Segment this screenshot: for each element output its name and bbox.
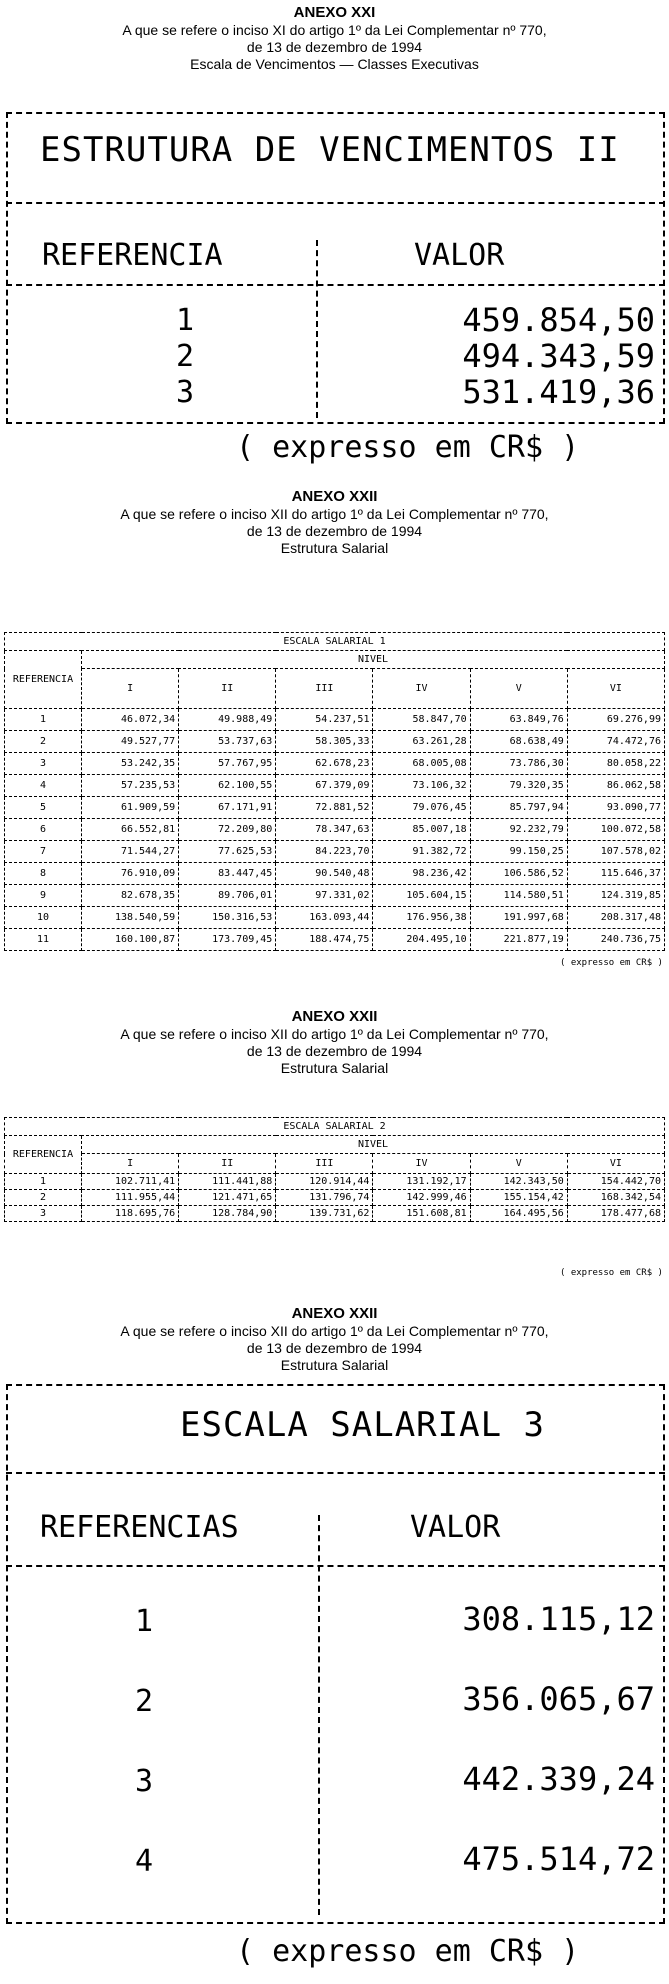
row-value: 178.477,68 bbox=[567, 1206, 664, 1222]
escala1-level-v: V bbox=[470, 669, 567, 709]
row-ref: 10 bbox=[5, 907, 82, 929]
escala1-title: ESCALA SALARIAL 1 bbox=[5, 633, 665, 651]
row-value: 85.797,94 bbox=[470, 797, 567, 819]
anexo22c-line1: A que se refere o inciso XII do artigo 1º da Lei Complementar nº 770, bbox=[120, 1323, 549, 1339]
row-value: 191.997,68 bbox=[470, 907, 567, 929]
row-value: 79.320,35 bbox=[470, 775, 567, 797]
escala2-level-iii: III bbox=[276, 1154, 373, 1174]
row-value: 106.586,52 bbox=[470, 863, 567, 885]
row-value: 78.347,63 bbox=[276, 819, 373, 841]
table-row bbox=[5, 1174, 665, 1190]
escala2-level-ii: II bbox=[179, 1154, 276, 1174]
row-value: 61.909,59 bbox=[82, 797, 179, 819]
row-value: 168.342,54 bbox=[567, 1190, 664, 1206]
table-row bbox=[5, 731, 665, 753]
anexo21-note: ( expresso em CR$ ) bbox=[236, 430, 580, 465]
row-value: 99.150,25 bbox=[470, 841, 567, 863]
row-ref: 4 bbox=[5, 775, 82, 797]
anexo22c-valor-4: 475.514,72 bbox=[462, 1840, 655, 1878]
row-value: 176.956,38 bbox=[373, 907, 470, 929]
row-value: 115.646,37 bbox=[567, 863, 664, 885]
row-value: 105.604,15 bbox=[373, 885, 470, 907]
escala2-level-i: I bbox=[82, 1154, 179, 1174]
row-value: 58.305,33 bbox=[276, 731, 373, 753]
row-value: 107.578,02 bbox=[567, 841, 664, 863]
divider bbox=[6, 202, 665, 204]
table-row bbox=[5, 929, 665, 951]
escala1-nivel: NIVEL bbox=[82, 651, 665, 669]
anexo22c-col-ref: REFERENCIAS bbox=[40, 1510, 239, 1545]
row-value: 85.007,18 bbox=[373, 819, 470, 841]
anexo22a-note: ( expresso em CR$ ) bbox=[560, 958, 663, 968]
divider bbox=[6, 1472, 665, 1474]
row-value: 240.736,75 bbox=[567, 929, 664, 951]
escala1-level-iv: IV bbox=[373, 669, 470, 709]
anexo22c-valor-2: 356.065,67 bbox=[462, 1680, 655, 1718]
row-value: 151.608,81 bbox=[373, 1206, 470, 1222]
table-row bbox=[5, 863, 665, 885]
row-value: 73.106,32 bbox=[373, 775, 470, 797]
anexo21-col-valor: VALOR bbox=[414, 238, 505, 273]
row-value: 208.317,48 bbox=[567, 907, 664, 929]
anexo22a-line1: A que se refere o inciso XII do artigo 1º da Lei Complementar nº 770, bbox=[120, 506, 549, 522]
row-value: 118.695,76 bbox=[82, 1206, 179, 1222]
escala2-level-iv: IV bbox=[373, 1154, 470, 1174]
row-value: 91.382,72 bbox=[373, 841, 470, 863]
row-value: 142.343,50 bbox=[470, 1174, 567, 1190]
row-value: 139.731,62 bbox=[276, 1206, 373, 1222]
row-ref: 2 bbox=[5, 731, 82, 753]
anexo21-ref-3: 3 bbox=[176, 375, 195, 410]
row-value: 46.072,34 bbox=[82, 709, 179, 731]
row-value: 111.441,88 bbox=[179, 1174, 276, 1190]
row-value: 53.242,35 bbox=[82, 753, 179, 775]
escala1-level-ii: II bbox=[179, 669, 276, 709]
escala2-body bbox=[5, 1174, 665, 1222]
row-value: 142.999,46 bbox=[373, 1190, 470, 1206]
anexo22c-note: ( expresso em CR$ ) bbox=[236, 1934, 580, 1969]
row-ref: 3 bbox=[5, 1206, 82, 1222]
row-value: 84.223,70 bbox=[276, 841, 373, 863]
row-value: 90.540,48 bbox=[276, 863, 373, 885]
row-value: 173.709,45 bbox=[179, 929, 276, 951]
anexo22c-valor-3: 442.339,24 bbox=[462, 1760, 655, 1798]
anexo21-valor-2: 494.343,59 bbox=[462, 337, 655, 375]
table-row bbox=[5, 885, 665, 907]
row-value: 155.154,42 bbox=[470, 1190, 567, 1206]
anexo22b-title: ANEXO XXII bbox=[291, 1008, 378, 1025]
row-value: 74.472,76 bbox=[567, 731, 664, 753]
row-value: 57.767,95 bbox=[179, 753, 276, 775]
escala1-level-iii: III bbox=[276, 669, 373, 709]
anexo22c-line2: de 13 de dezembro de 1994 bbox=[246, 1340, 423, 1356]
escala1-col-ref: REFERENCIA bbox=[5, 651, 82, 709]
row-ref: 5 bbox=[5, 797, 82, 819]
anexo21-valor-1: 459.854,50 bbox=[462, 301, 655, 339]
row-value: 63.261,28 bbox=[373, 731, 470, 753]
row-value: 66.552,81 bbox=[82, 819, 179, 841]
row-value: 53.737,63 bbox=[179, 731, 276, 753]
row-ref: 11 bbox=[5, 929, 82, 951]
anexo22c-ref-1: 1 bbox=[135, 1604, 154, 1639]
table-row bbox=[5, 1190, 665, 1206]
row-ref: 3 bbox=[5, 753, 82, 775]
row-value: 154.442,70 bbox=[567, 1174, 664, 1190]
row-ref: 9 bbox=[5, 885, 82, 907]
anexo22a-title: ANEXO XXII bbox=[291, 488, 378, 505]
table-row bbox=[5, 1206, 665, 1222]
row-value: 138.540,59 bbox=[82, 907, 179, 929]
row-value: 102.711,41 bbox=[82, 1174, 179, 1190]
row-value: 89.706,01 bbox=[179, 885, 276, 907]
row-value: 49.527,77 bbox=[82, 731, 179, 753]
row-value: 68.005,08 bbox=[373, 753, 470, 775]
row-value: 221.877,19 bbox=[470, 929, 567, 951]
row-value: 164.495,56 bbox=[470, 1206, 567, 1222]
row-value: 100.072,58 bbox=[567, 819, 664, 841]
anexo21-title: ANEXO XXI bbox=[293, 4, 376, 21]
anexo22c-header bbox=[0, 1305, 669, 1374]
row-value: 76.910,09 bbox=[82, 863, 179, 885]
anexo22c-line3: Estrutura Salarial bbox=[280, 1357, 389, 1373]
table-row bbox=[5, 819, 665, 841]
anexo22c-ref-3: 3 bbox=[135, 1764, 154, 1799]
row-value: 71.544,27 bbox=[82, 841, 179, 863]
escala2-level-v: V bbox=[470, 1154, 567, 1174]
row-value: 124.319,85 bbox=[567, 885, 664, 907]
escala2-table bbox=[4, 1117, 665, 1222]
anexo22c-valor-1: 308.115,12 bbox=[462, 1600, 655, 1638]
anexo21-line3: Escala de Vencimentos — Classes Executivas bbox=[190, 56, 479, 72]
anexo22b-line1: A que se refere o inciso XII do artigo 1º da Lei Complementar nº 770, bbox=[120, 1026, 549, 1042]
row-value: 69.276,99 bbox=[567, 709, 664, 731]
escala1-table bbox=[4, 632, 665, 951]
row-value: 77.625,53 bbox=[179, 841, 276, 863]
anexo22c-col-valor: VALOR bbox=[410, 1510, 501, 1545]
row-value: 204.495,10 bbox=[373, 929, 470, 951]
anexo22b-line3: Estrutura Salarial bbox=[280, 1060, 389, 1076]
anexo22a-header bbox=[0, 488, 669, 557]
row-value: 72.881,52 bbox=[276, 797, 373, 819]
row-value: 82.678,35 bbox=[82, 885, 179, 907]
row-value: 121.471,65 bbox=[179, 1190, 276, 1206]
row-ref: 8 bbox=[5, 863, 82, 885]
escala1-body bbox=[5, 709, 665, 951]
row-value: 72.209,80 bbox=[179, 819, 276, 841]
escala2-title: ESCALA SALARIAL 2 bbox=[5, 1118, 665, 1136]
anexo21-ref-2: 2 bbox=[176, 339, 195, 374]
row-value: 131.796,74 bbox=[276, 1190, 373, 1206]
row-value: 67.379,09 bbox=[276, 775, 373, 797]
table-row bbox=[5, 797, 665, 819]
row-value: 111.955,44 bbox=[82, 1190, 179, 1206]
row-value: 62.678,23 bbox=[276, 753, 373, 775]
row-value: 49.988,49 bbox=[179, 709, 276, 731]
anexo22c-table-title: ESCALA SALARIAL 3 bbox=[180, 1405, 545, 1445]
anexo22c-ref-4: 4 bbox=[135, 1844, 154, 1879]
row-value: 131.192,17 bbox=[373, 1174, 470, 1190]
row-ref: 6 bbox=[5, 819, 82, 841]
table-row bbox=[5, 841, 665, 863]
row-value: 160.100,87 bbox=[82, 929, 179, 951]
table-row bbox=[5, 753, 665, 775]
anexo22a-line3: Estrutura Salarial bbox=[280, 540, 389, 556]
table-row bbox=[5, 709, 665, 731]
row-value: 163.093,44 bbox=[276, 907, 373, 929]
anexo21-col-ref: REFERENCIA bbox=[42, 238, 223, 273]
anexo21-valor-3: 531.419,36 bbox=[462, 373, 655, 411]
row-value: 58.847,70 bbox=[373, 709, 470, 731]
row-value: 57.235,53 bbox=[82, 775, 179, 797]
row-value: 93.090,77 bbox=[567, 797, 664, 819]
row-value: 63.849,76 bbox=[470, 709, 567, 731]
row-value: 188.474,75 bbox=[276, 929, 373, 951]
escala2-nivel: NIVEL bbox=[82, 1136, 665, 1154]
row-value: 92.232,79 bbox=[470, 819, 567, 841]
row-value: 80.058,22 bbox=[567, 753, 664, 775]
column-divider bbox=[318, 1515, 320, 1915]
row-value: 128.784,90 bbox=[179, 1206, 276, 1222]
anexo21-ref-1: 1 bbox=[176, 303, 195, 338]
escala2-level-vi: VI bbox=[567, 1154, 664, 1174]
row-ref: 7 bbox=[5, 841, 82, 863]
row-value: 120.914,44 bbox=[276, 1174, 373, 1190]
row-ref: 1 bbox=[5, 709, 82, 731]
anexo22b-line2: de 13 de dezembro de 1994 bbox=[246, 1043, 423, 1059]
escala2-col-ref: REFERENCIA bbox=[5, 1136, 82, 1174]
anexo22b-note: ( expresso em CR$ ) bbox=[560, 1268, 663, 1278]
anexo21-table-title: ESTRUTURA DE VENCIMENTOS II bbox=[40, 130, 620, 170]
row-value: 73.786,30 bbox=[470, 753, 567, 775]
escala1-level-vi: VI bbox=[567, 669, 664, 709]
escala1-level-i: I bbox=[82, 669, 179, 709]
anexo21-line2: de 13 de dezembro de 1994 bbox=[246, 39, 423, 55]
row-value: 98.236,42 bbox=[373, 863, 470, 885]
divider bbox=[6, 284, 665, 286]
row-value: 150.316,53 bbox=[179, 907, 276, 929]
anexo21-line1: A que se refere o inciso XI do artigo 1º da Lei Complementar nº 770, bbox=[122, 22, 547, 38]
row-value: 62.100,55 bbox=[179, 775, 276, 797]
anexo21-header bbox=[0, 4, 669, 73]
row-value: 79.076,45 bbox=[373, 797, 470, 819]
column-divider bbox=[316, 240, 318, 418]
row-ref: 1 bbox=[5, 1174, 82, 1190]
row-value: 114.580,51 bbox=[470, 885, 567, 907]
divider bbox=[6, 1565, 665, 1567]
row-ref: 2 bbox=[5, 1190, 82, 1206]
row-value: 54.237,51 bbox=[276, 709, 373, 731]
row-value: 97.331,02 bbox=[276, 885, 373, 907]
anexo22a-line2: de 13 de dezembro de 1994 bbox=[246, 523, 423, 539]
row-value: 83.447,45 bbox=[179, 863, 276, 885]
row-value: 86.062,58 bbox=[567, 775, 664, 797]
row-value: 67.171,91 bbox=[179, 797, 276, 819]
anexo22b-header bbox=[0, 1008, 669, 1077]
anexo22c-ref-2: 2 bbox=[135, 1684, 154, 1719]
table-row bbox=[5, 907, 665, 929]
row-value: 68.638,49 bbox=[470, 731, 567, 753]
anexo22c-title: ANEXO XXII bbox=[291, 1305, 378, 1322]
table-row bbox=[5, 775, 665, 797]
